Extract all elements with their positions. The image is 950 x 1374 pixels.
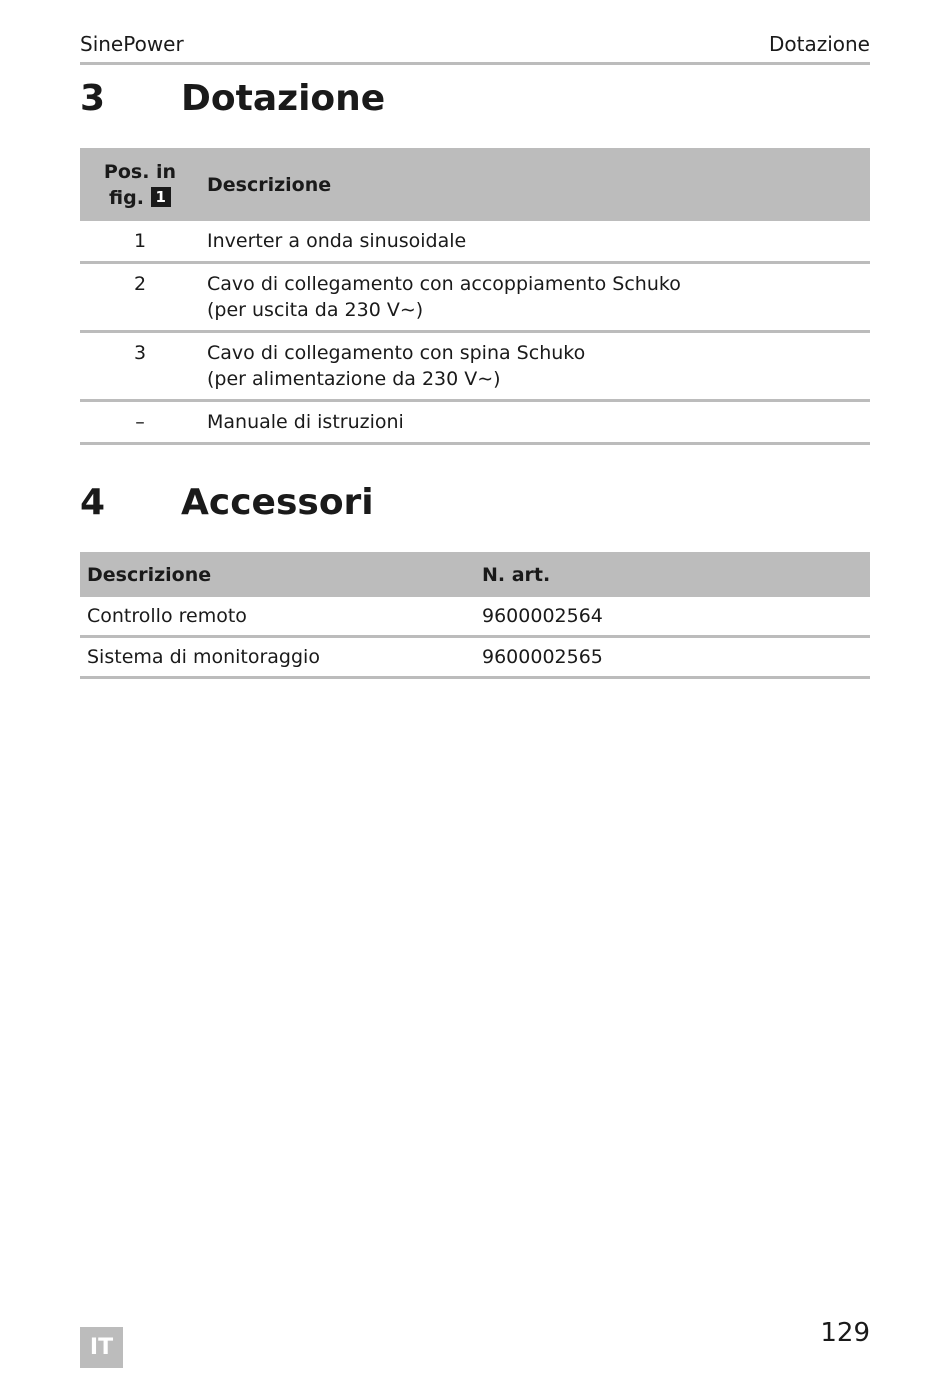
row-description-line2: (per alimentazione da 230 V∼): [207, 368, 501, 390]
column-position-line2: fig.: [109, 186, 144, 209]
row-description: [200, 221, 870, 263]
contents-table: [80, 148, 870, 445]
contents-table-header: [80, 148, 870, 221]
page-header: [80, 32, 870, 65]
row-position: –: [80, 401, 200, 444]
table-row: [80, 637, 870, 678]
column-position-line1: Pos. in: [103, 160, 177, 183]
column-article-number: N. art.: [475, 552, 870, 597]
column-description: Descrizione: [200, 148, 870, 221]
row-position: 2: [80, 263, 200, 332]
language-badge: IT: [80, 1327, 123, 1368]
row-description-line1: Manuale di istruzioni: [207, 411, 404, 433]
row-article-number: 9600002564: [475, 597, 870, 637]
column-position: [80, 148, 200, 221]
row-description: [200, 263, 870, 332]
row-description: Controllo remoto: [80, 597, 475, 637]
row-article-number: 9600002565: [475, 637, 870, 678]
row-description-line2: (per uscita da 230 V∼): [207, 299, 424, 321]
row-description: Sistema di monitoraggio: [80, 637, 475, 678]
row-position: 1: [80, 221, 200, 263]
table-row: [80, 332, 870, 401]
row-description-line1: Inverter a onda sinusoidale: [207, 230, 467, 252]
figure-reference-badge: 1: [151, 187, 171, 207]
accessories-table-header: [80, 552, 870, 597]
section-4-number: 4: [80, 482, 106, 523]
section-3-number: 3: [80, 78, 106, 119]
header-product-name: SinePower: [80, 32, 184, 56]
table-row: [80, 401, 870, 444]
row-description: [200, 332, 870, 401]
column-description: Descrizione: [80, 552, 475, 597]
section-3-title: Dotazione: [181, 78, 386, 119]
accessories-table: [80, 552, 870, 679]
table-row: [80, 221, 870, 263]
row-description: [200, 401, 870, 444]
table-row: [80, 263, 870, 332]
row-position: 3: [80, 332, 200, 401]
page-number: 129: [820, 1318, 870, 1348]
row-description-line1: Cavo di collegamento con accoppiamento Schuko: [207, 273, 681, 295]
row-description-line1: Cavo di collegamento con spina Schuko: [207, 342, 586, 364]
table-row: [80, 597, 870, 637]
section-4-title: Accessori: [181, 482, 374, 523]
header-section-name: Dotazione: [768, 32, 870, 56]
